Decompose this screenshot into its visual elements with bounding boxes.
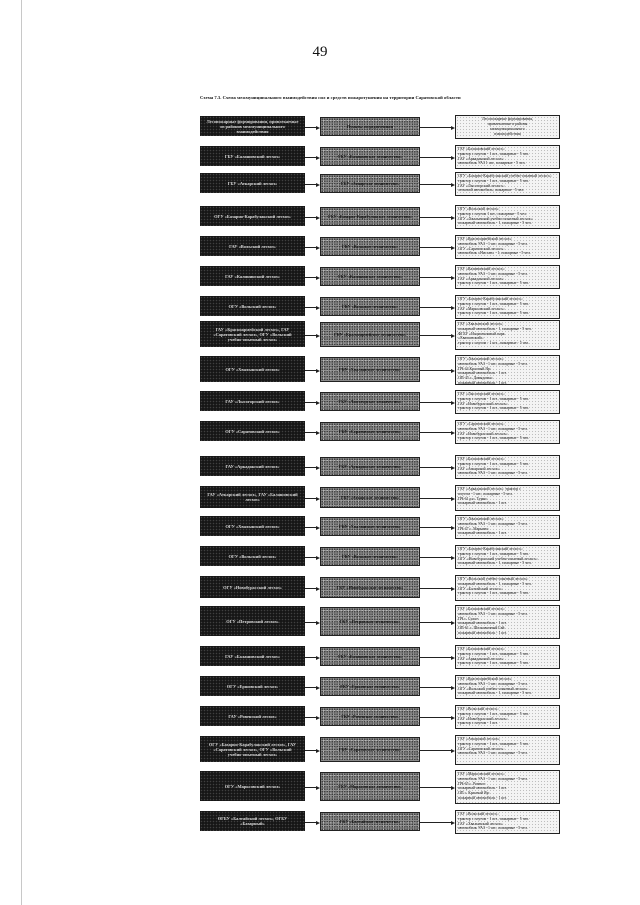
- assigned-forces-line: ОГУ «Базарно-Карабулакский учебно-опытный лесхоз»:: [458, 174, 552, 178]
- connector-line: [420, 127, 451, 128]
- assigned-forces-line: трактор с плугом - 1 шт., пожарные - 5 чел.: [458, 551, 530, 556]
- assigned-forces-line: ГАУ «Новобурасский лесхоз»:: [458, 401, 509, 406]
- assigned-forces-box: [455, 515, 560, 539]
- assigned-forces-line: трактор с плугом - 1 шт., пожарные - 5 чел.: [458, 461, 530, 466]
- assigned-forces-line: ОГУ «Балтайский лесхоз»:: [458, 586, 503, 591]
- connector-line: [305, 184, 316, 185]
- concentration-point-box: ГКУ «Саратовское лесничество»: [320, 422, 420, 441]
- assigned-forces-line: ПЧ-65 с. Ровное:: [458, 781, 486, 786]
- assigned-forces-line: ГАУ «Балашовский лесхоз»:: [458, 457, 505, 461]
- connector-line: [305, 498, 316, 499]
- assigned-forces-line: трактор с плугом - 1 шт., пожарные - 5 чел.: [458, 711, 530, 716]
- assigned-forces-box: [455, 265, 560, 289]
- source-unit-box: ГАУ «Калининский лесхоз»: [200, 266, 305, 286]
- concentration-point-box: ГКУ «Лысогорское лесничество»: [320, 392, 420, 411]
- assigned-forces-line: пожарный автомобиль - 1, пожарные - 5 чел.: [458, 691, 532, 696]
- source-unit-box: ОГУ «Вольский лесхоз»: [200, 296, 305, 316]
- connector-line: [305, 277, 316, 278]
- connector-line: [305, 402, 316, 403]
- assigned-forces-line: автомобиль УАЗ - 1 шт., пожарные - 5 чел.: [458, 611, 528, 616]
- assigned-forces-line: ОГУ «Новобурасский учебно-опытный лесхоз»:: [458, 556, 538, 561]
- assigned-forces-box: [455, 172, 560, 196]
- connector-line: [305, 247, 316, 248]
- assigned-forces-box: [455, 645, 560, 669]
- assigned-forces-line: трактор с плугом - 1 шт., пожарные - 5 чел.: [458, 301, 530, 306]
- assigned-forces-line: ГАУ «Калининский лесхоз»:: [458, 267, 506, 271]
- source-unit-box: ГАУ «Аркадакский лесхоз»: [200, 456, 305, 476]
- assigned-forces-box: [455, 320, 560, 350]
- assigned-forces-line: автомобиль УАЗ - 1 шт., пожарные - 5 чел.: [458, 471, 528, 476]
- assigned-forces-line: межмуниципального: [490, 127, 525, 131]
- assigned-forces-box: [455, 145, 560, 169]
- assigned-forces-line: ГАУ «Балашовский лесхоз»:: [458, 647, 505, 651]
- assigned-forces-line: ГАУ «Красноармейский лесхоз»:: [458, 677, 513, 681]
- concentration-point-box: ГКУ «Балашовское лесничество»: [320, 647, 420, 666]
- connector-line: [305, 822, 316, 823]
- connector-line: [305, 527, 316, 528]
- assigned-forces-line: пожарный автомобиль - 1 шт.: [458, 786, 507, 791]
- assigned-forces-line: пожарный автомобиль - 1 шт.: [458, 501, 507, 506]
- assigned-forces-box: [455, 295, 560, 319]
- assigned-forces-box: [455, 485, 560, 511]
- concentration-point-box: ГКУ «Аркадакское лесничество»: [320, 457, 420, 476]
- assigned-forces-line: автомобиль УАЗ - 1 шт., пожарные - 5 чел.: [458, 271, 528, 276]
- assigned-forces-line: автомобиль УАЗ - 1 шт., пожарные - 5 чел.: [458, 241, 528, 246]
- assigned-forces-box: [455, 770, 560, 804]
- connector-line: [305, 750, 316, 751]
- connector-line: [305, 157, 316, 158]
- assigned-forces-box: [455, 675, 560, 699]
- header-middle-box: Пункты сосредоточения: [320, 117, 420, 136]
- connector-line: [420, 527, 451, 528]
- assigned-forces-line: автомобиль УАЗ - 1 шт., пожарные - 5 чел.: [458, 426, 528, 431]
- source-unit-box: ОГУ «Хвалынский лесхоз»: [200, 516, 305, 536]
- assigned-forces-box: [455, 235, 560, 259]
- assigned-forces-box: [455, 205, 560, 229]
- assigned-forces-line: пожарный автомобиль - 1, пожарные - 5 чел.: [458, 581, 532, 586]
- connector-line: [420, 657, 451, 658]
- source-unit-box: ОГУ «Марксовский лесхоз»: [200, 771, 305, 801]
- assigned-forces-line: трактор с плугом - 1 шт., пожарные - 5 чел.: [458, 341, 530, 346]
- assigned-forces-line: трактор с плугом 1 шт., пожарные - 5 чел.: [458, 211, 527, 216]
- concentration-point-box: ГКУ «Аткарское лесничество»: [320, 487, 420, 508]
- source-unit-box: ОГУ «Саратовский лесхоз»: [200, 421, 305, 441]
- assigned-forces-line: автомобиль УАЗ - 1 шт., пожарные - 5 чел.: [458, 521, 528, 526]
- assigned-forces-line: трактор с плугом - 1 шт., пожарные - 5 чел.: [458, 651, 530, 656]
- assigned-forces-line: трактор с плугом - 1 шт., пожарные - 5 чел.: [458, 591, 530, 596]
- assigned-forces-line: ПЧ-44 Красный Яр:: [458, 366, 491, 371]
- assigned-forces-box: [455, 390, 560, 414]
- assigned-forces-line: автомобиль УАЗ - 1 шт., пожарные - 5 чел.: [458, 826, 528, 831]
- header-left-box: Лесопожарные формирования, привлекаемые из районов межмуниципального взаимодействия: [200, 116, 305, 136]
- assigned-forces-line: трактор с плугом - 1 шт., пожарные - 5 чел.: [458, 816, 530, 821]
- assigned-forces-line: ОГУ «Вольский учебно-опытный лесхоз»:: [458, 686, 529, 691]
- assigned-forces-line: ПЧ с. Сухое:: [458, 616, 480, 621]
- connector-line: [420, 335, 451, 336]
- assigned-forces-line: ГАУ «Балашовский лесхоз»:: [458, 607, 505, 611]
- connector-line: [305, 717, 316, 718]
- source-unit-box: ГАУ «Лысогорский лесхоз»: [200, 391, 305, 411]
- concentration-point-box: ГКУ «Красноармейское лесничество»: [320, 322, 420, 347]
- concentration-point-box: ГКУ «Марксовское лесничество»: [320, 772, 420, 801]
- concentration-point-box: ГКУ «Балашовское лесничество»: [320, 147, 420, 166]
- connector-line: [420, 622, 451, 623]
- source-unit-box: ОГУ «Вольский лесхоз»: [200, 546, 305, 566]
- assigned-forces-box: [455, 575, 560, 601]
- assigned-forces-line: пожарный автомобиль - 1 шт.: [458, 630, 507, 635]
- source-unit-box: ГАУ «Ровенский лесхоз»: [200, 706, 305, 726]
- assigned-forces-line: ГАУ «Хвалынский лесхоз»:: [458, 821, 504, 826]
- assigned-forces-line: трактор с плугом - 1 шт., пожарные - 5 чел.: [458, 406, 530, 411]
- assigned-forces-line: трактор с плугом - 1 шт., пожарные - 5 чел.: [458, 151, 530, 156]
- assigned-forces-line: ГАУ «Марксовский лесхоз»:: [458, 306, 505, 311]
- connector-line: [420, 370, 451, 371]
- assigned-forces-line: ПЧ-47 с. Марьино:: [458, 526, 490, 531]
- connector-line: [420, 588, 451, 589]
- assigned-forces-line: пожарный автомобиль - 1 шт.: [458, 795, 507, 800]
- connector-line: [420, 307, 451, 308]
- concentration-point-box: ГКУ «Вольское лесничество»: [320, 297, 420, 316]
- concentration-point-box: ГКУ «Саратовское лесничество»: [320, 737, 420, 762]
- assigned-forces-line: ГАУ «Хвалынский лесхоз»:: [458, 322, 504, 326]
- assigned-forces-line: трактор с плугом - 1 шт., пожарные - 5 чел.: [458, 661, 530, 666]
- assigned-forces-line: «Хвалынский»:: [458, 336, 484, 341]
- connector-line: [305, 622, 316, 623]
- concentration-point-box: ГКУ «Ершовское лесничество»: [320, 677, 420, 696]
- assigned-forces-line: трактор с плугом - 1 шт., пожарные - 5 чел.: [458, 281, 530, 286]
- assigned-forces-box: [455, 735, 560, 765]
- assigned-forces-line: автомобиль УАЗ - 1 шт., пожарные - 5 чел.: [458, 361, 528, 366]
- source-unit-box: ГБУ «Балашовский лесхоз»: [200, 146, 305, 166]
- connector-line: [305, 127, 316, 128]
- assigned-forces-line: пожарный автомобиль - 1, пожарные - 5 чел.: [458, 326, 532, 331]
- assigned-forces-line: пожарный автомобиль - 1 шт.: [458, 531, 507, 536]
- assigned-forces-line: ГАУ «Новобурасский лесхоз»:: [458, 431, 509, 436]
- assigned-forces-line: ГАУ «Аркадакский лесхоз»:: [458, 656, 505, 661]
- assigned-forces-line: ОГУ «Саратовский лесхоз»:: [458, 422, 505, 426]
- assigned-forces-line: трактор с плугом - 1 шт., пожарные - 5 чел.: [458, 178, 530, 183]
- connector-line: [420, 822, 451, 823]
- connector-line: [305, 467, 316, 468]
- assigned-forces-line: ГАУ «Красноармейский лесхоз»:: [458, 237, 513, 241]
- connector-line: [305, 687, 316, 688]
- assigned-forces-line: трактор с плугом - 1 шт., пожарные - 5 чел.: [458, 396, 530, 401]
- assigned-forces-line: ОП-45 с. Давыдовка:: [458, 376, 493, 381]
- connector-line: [420, 184, 451, 185]
- assigned-forces-line: ГАУ «Аткарский лесхоз»:: [458, 737, 501, 741]
- source-unit-box: ГАУ «Балашовский лесхоз»: [200, 646, 305, 666]
- connector-line: [305, 432, 316, 433]
- connector-line: [305, 787, 316, 788]
- connector-line: [420, 787, 451, 788]
- connector-line: [420, 432, 451, 433]
- assigned-forces-line: трактор с плугом - 1 шт., пожарные - 5 чел.: [458, 436, 530, 441]
- concentration-point-box: ГКУ «Петровское лесничество»: [320, 607, 420, 636]
- assigned-forces-line: ПЧ-61 р.п. Турки:: [458, 496, 488, 501]
- connector-line: [305, 557, 316, 558]
- assigned-forces-box: [455, 455, 560, 479]
- source-unit-box: ГАУ «Красноармейский лесхоз», ГАУ «Саратовский лесхоз», ОГУ «Вольский учебно-опытный лесхоз»: [200, 321, 305, 347]
- assigned-forces-box: [455, 420, 560, 444]
- connector-line: [305, 588, 316, 589]
- concentration-point-box: ГКУ «Аткарское лесничество»: [320, 174, 420, 193]
- assigned-forces-line: ГАУ «Балашовский лесхоз»:: [458, 147, 505, 151]
- assigned-forces-box: [455, 605, 560, 639]
- connector-line: [420, 467, 451, 468]
- concentration-point-box: ГКУ «Ровенское лесничество»: [320, 707, 420, 726]
- assigned-forces-line: автомобиль «Ниссан» - 1, пожарные - 5 чел.: [458, 251, 531, 256]
- connector-line: [420, 277, 451, 278]
- assigned-forces-box: [455, 545, 560, 569]
- connector-line: [420, 247, 451, 248]
- assigned-forces-line: трактор с плугом - 1 шт., пожарные - 5 чел.: [458, 311, 530, 316]
- assigned-forces-line: Лесопожарные формирования,: [481, 117, 534, 122]
- assigned-forces-line: ОГУ «Базарно-Карабулакский лесхоз»:: [458, 547, 523, 551]
- connector-line: [420, 717, 451, 718]
- connector-line: [420, 402, 451, 403]
- source-unit-box: ГАУ «Вольский лесхоз»: [200, 236, 305, 256]
- assigned-forces-line: пожарный автомобиль - 1, пожарные - 5 чел.: [458, 221, 532, 226]
- source-unit-box: ГБУ «Аткарский лесхоз»: [200, 173, 305, 193]
- assigned-forces-line: ГАУ «Аркадакский лесхоз»:: [458, 276, 505, 281]
- assigned-forces-line: ОГУ «Вольский лесхоз»:: [458, 207, 500, 211]
- source-unit-box: ГАУ «Аткарский лесхоз», ГАУ «Балашовский лесхоз»: [200, 486, 305, 508]
- assigned-forces-line: ГАУ «Лысогорский лесхоз»:: [458, 183, 505, 188]
- scheme-title: Схема 7.3. Схема межмуниципального взаимодействия сил и средств пожаротушения на территории Саратовской области: [200, 95, 461, 100]
- concentration-point-box: ГКУ «Вольское лесничество»: [320, 237, 420, 256]
- connector-line: [420, 687, 451, 688]
- assigned-forces-line: автомобиль УАЗ - 1 шт., пожарные - 5 чел.: [458, 776, 528, 781]
- assigned-forces-box: [455, 355, 560, 385]
- assigned-forces-box: [455, 705, 560, 729]
- source-unit-box: ОГУ «Хвалынский лесхоз»: [200, 356, 305, 382]
- connector-line: [420, 157, 451, 158]
- concentration-point-box: ГКУ «Вольское лесничество»: [320, 547, 420, 566]
- assigned-forces-line: ОГУ «Хвалынский лесхоз»:: [458, 517, 505, 521]
- assigned-forces-line: ГАУ «Лысогорский лесхоз»:: [458, 392, 505, 396]
- assigned-forces-line: автомобиль УАЗ - 1 шт., пожарные - 5 чел.: [458, 751, 528, 756]
- source-unit-box: ОГУ «Базарно-Карабулакский лесхоз», ГАУ «Саратовский лесхоз», ОГУ «Вольский учебно-опытный лесхоз»: [200, 736, 305, 762]
- assigned-forces-line: пожарный автомобиль - 1 шт.: [458, 371, 507, 376]
- connector-line: [420, 557, 451, 558]
- page-number: 49: [312, 44, 328, 60]
- concentration-point-box: ГКУ «Новобурасское лесничество»: [320, 577, 420, 598]
- assigned-forces-line: пожарный автомобиль - 1 шт.: [458, 380, 507, 385]
- concentration-point-box: ГКУ «Базарно-Карабулакское лесничество»: [320, 207, 420, 226]
- connector-line: [420, 217, 451, 218]
- connector-line: [420, 498, 451, 499]
- header-right-box: [455, 115, 560, 139]
- concentration-point-box: ГКУ «Балтайское лесничество»: [320, 812, 420, 831]
- assigned-forces-line: пожарный автомобиль - 1, пожарные - 5 чел.: [458, 561, 532, 566]
- assigned-forces-line: ГАУ «Марксовский лесхоз»:: [458, 772, 505, 776]
- assigned-forces-line: ГАУ «Вольский лесхоз»:: [458, 812, 499, 816]
- source-unit-box: ОГБУ «Балтайский лесхоз», ОГБУ «Базарный»: [200, 811, 305, 831]
- connector-line: [305, 370, 316, 371]
- connector-line: [305, 335, 316, 336]
- assigned-forces-line: пожарный автомобиль - 1 шт.: [458, 621, 507, 626]
- assigned-forces-line: ГАУ «Вольский лесхоз»:: [458, 707, 499, 711]
- assigned-forces-line: ГАУ «Новобурасский лесхоз»:: [458, 716, 509, 721]
- connector-line: [305, 307, 316, 308]
- assigned-forces-line: ОГУ «Саратовский лесхоз»:: [458, 246, 505, 251]
- assigned-forces-line: ОП с. Красный Яр:: [458, 791, 490, 796]
- concentration-point-box: ГКУ «Хвалынское лесничество»: [320, 517, 420, 536]
- source-unit-box: ОГУ «Ершовский лесхоз»: [200, 676, 305, 696]
- assigned-forces-line: ОГУ «Хвалынский лесхоз»:: [458, 357, 505, 361]
- connector-line: [420, 750, 451, 751]
- assigned-forces-line: легковой автомобиль, пожарные - 5 чел.: [458, 188, 525, 193]
- concentration-point-box: ГКУ «Калининское лесничество»: [320, 267, 420, 286]
- connector-line: [305, 657, 316, 658]
- assigned-forces-line: ОП-61 с. Шелковичный Гай:: [458, 626, 506, 631]
- assigned-forces-line: взаимодействия: [494, 131, 521, 136]
- assigned-forces-box: [455, 810, 560, 834]
- assigned-forces-line: ОГУ «Хвалынский учебно-опытный лесхоз»:: [458, 216, 534, 221]
- assigned-forces-line: автомобиль УАЗ 1 шт., пожарные - 5 чел.: [458, 161, 526, 166]
- assigned-forces-line: ОГУ «Саратовский лесхоз»:: [458, 746, 505, 751]
- assigned-forces-line: привлекаемые в районы: [487, 122, 528, 127]
- assigned-forces-line: ГАУ «Аркадакский лесхоз»:: [458, 156, 505, 161]
- assigned-forces-line: плугом - 1 шт., пожарные - 5 чел.: [458, 491, 513, 496]
- assigned-forces-line: ФГБУ «Национальный парк: [458, 331, 505, 336]
- connector-line: [305, 217, 316, 218]
- source-unit-box: ОГУ «Петровский лесхоз»: [200, 606, 305, 636]
- assigned-forces-line: ГАУ «Аркадакский лесхоз»: трактор с: [458, 487, 521, 491]
- assigned-forces-line: ОГУ «Вольский учебно-опытный лесхоз»:: [458, 577, 529, 581]
- assigned-forces-line: автомобиль УАЗ - 1 шт., пожарные - 5 чел.: [458, 681, 528, 686]
- source-unit-box: ОГУ «Базарно-Карабулакский лесхоз»: [200, 206, 305, 226]
- assigned-forces-line: трактор с плугом - 1 шт., пожарные - 5 чел.: [458, 741, 530, 746]
- assigned-forces-line: трактор с плугом - 1 шт.: [458, 721, 498, 726]
- source-unit-box: ОГУ «Новобурасский лесхоз»: [200, 576, 305, 598]
- assigned-forces-line: ОГУ «Базарно-Карабулакский лесхоз»:: [458, 297, 523, 301]
- assigned-forces-line: ГАУ «Аткарский лесхоз»:: [458, 466, 501, 471]
- concentration-point-box: ГКУ «Хвалынское лесничество»: [320, 357, 420, 382]
